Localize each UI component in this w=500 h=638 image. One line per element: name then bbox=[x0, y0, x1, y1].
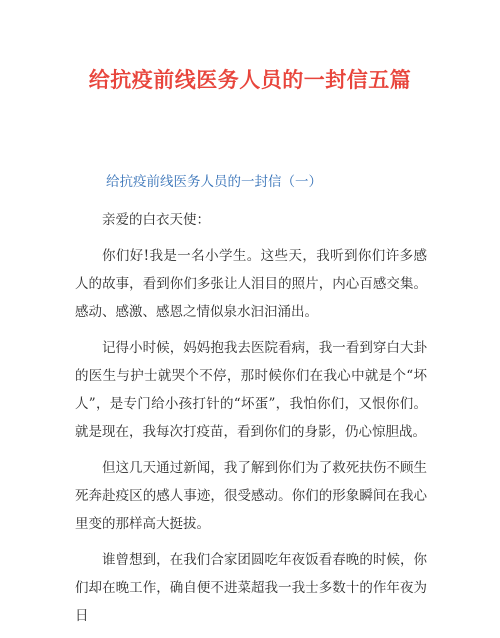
section-heading: 给抗疫前线医务人员的一封信（一） bbox=[106, 174, 322, 190]
letter-body bbox=[75, 206, 427, 638]
salutation: 亲爱的白衣天使： bbox=[102, 212, 210, 228]
paragraph-4: 谁曾想到，在我们合家团圆吃年夜饭看春晚的时候，你们却在晚工作，确自便不进菜超我一我士多数十的作年夜为日 bbox=[75, 552, 427, 624]
paragraph-3: 但这几天通过新闻，我了解到你们为了救死扶伤不顾生死奔赴疫区的感人事迹，很受感动。你们的形象瞬间在我心里变的那样高大挺拔。 bbox=[75, 460, 427, 532]
paragraph-1: 你们好!我是一名小学生。这些天，我听到你们许多感人的故事，看到你们多张让人泪目的照片，内心百感交集。感动、感激、感恩之情似泉水汩汩涌出。 bbox=[75, 248, 427, 320]
document-title: 给抗疫前线医务人员的一封信五篇 bbox=[88, 68, 412, 92]
paragraph-2: 记得小时候，妈妈抱我去医院看病，我一看到穿白大卦的医生与护士就哭个不停，那时候你们在我心中就是个“坏人”，是专门给小孩打针的“坏蛋”，我怕你们，又恨你们。就是现在，我每次打疫苗，看到你们的身影，仍心惊胆战。 bbox=[75, 340, 427, 440]
